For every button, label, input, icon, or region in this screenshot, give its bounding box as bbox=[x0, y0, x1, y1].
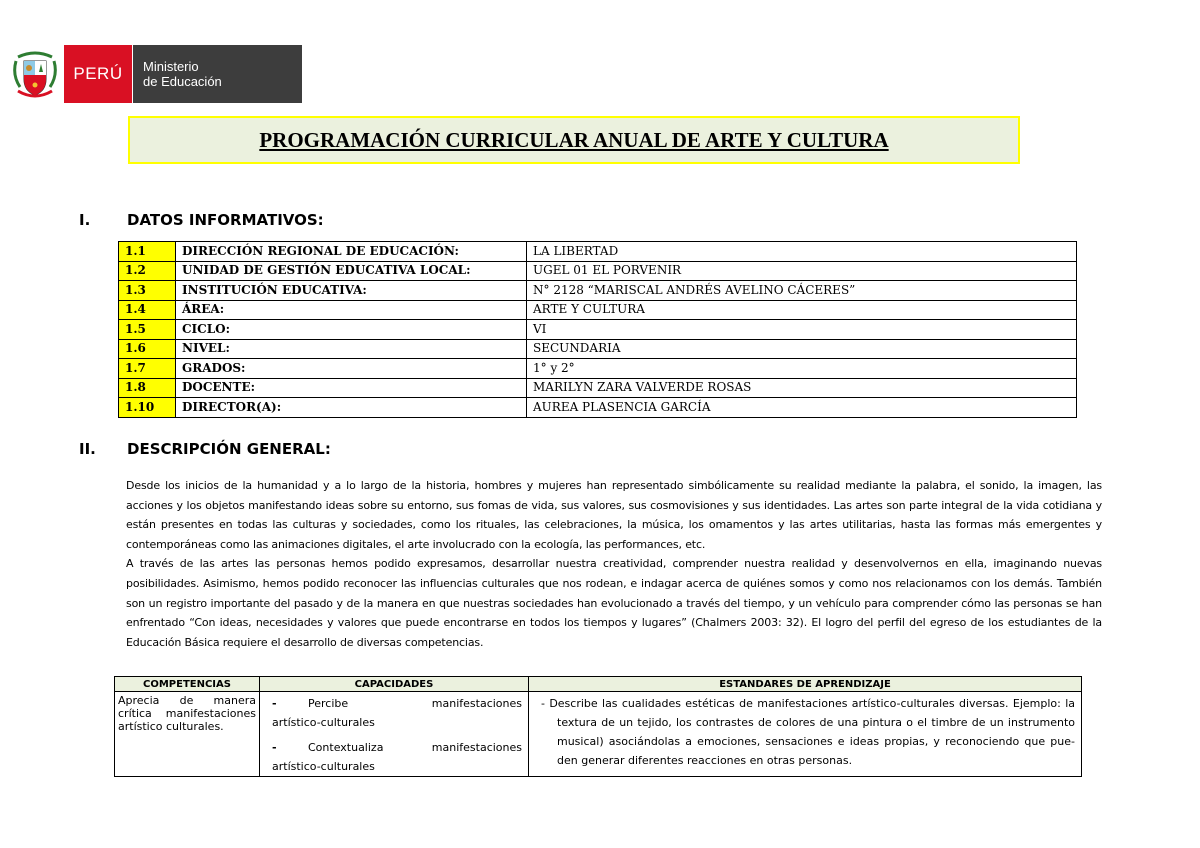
title-box bbox=[128, 116, 1020, 164]
page-title: PROGRAMACIÓN CURRICULAR ANUAL DE ARTE Y CULTURA bbox=[259, 127, 889, 152]
peru-label: PERÚ bbox=[64, 45, 132, 103]
row-value: SECUNDARIA bbox=[527, 339, 1077, 359]
estandar-cell bbox=[529, 692, 1082, 777]
dash: - bbox=[272, 697, 277, 710]
table-row bbox=[119, 300, 1077, 320]
capacidad-item bbox=[272, 738, 522, 776]
section-number: II. bbox=[79, 440, 96, 458]
row-label: DIRECTOR(A): bbox=[176, 398, 527, 418]
row-label: DOCENTE: bbox=[176, 378, 527, 398]
info-table bbox=[118, 241, 1077, 418]
table-row bbox=[119, 320, 1077, 340]
row-value: N° 2128 “MARISCAL ANDRÉS AVELINO CÁCERES” bbox=[527, 281, 1077, 301]
table-row bbox=[119, 378, 1077, 398]
capacidades-cell bbox=[260, 692, 529, 777]
peru-coat-of-arms-icon bbox=[10, 45, 60, 103]
section-title: DESCRIPCIÓN GENERAL: bbox=[127, 440, 331, 458]
capacidad-item bbox=[272, 694, 522, 732]
row-label: INSTITUCIÓN EDUCATIVA: bbox=[176, 281, 527, 301]
header-capacidades: CAPACIDADES bbox=[260, 677, 529, 692]
section-heading-datos bbox=[79, 211, 324, 229]
table-row bbox=[119, 281, 1077, 301]
table-row bbox=[119, 339, 1077, 359]
table-header-row bbox=[115, 677, 1082, 692]
row-label: DIRECCIÓN REGIONAL DE EDUCACIÓN: bbox=[176, 242, 527, 262]
row-value: MARILYN ZARA VALVERDE ROSAS bbox=[527, 378, 1077, 398]
row-value: LA LIBERTAD bbox=[527, 242, 1077, 262]
competencia-cell: Aprecia de manera crítica manifestaciones artístico culturales. bbox=[115, 692, 260, 777]
row-number: 1.1 bbox=[119, 242, 176, 262]
capacidad-line-2: artístico-culturales bbox=[272, 760, 375, 773]
capacidad-verb: Percibe bbox=[308, 697, 349, 710]
table-row bbox=[119, 359, 1077, 379]
row-value: ARTE Y CULTURA bbox=[527, 300, 1077, 320]
row-number: 1.5 bbox=[119, 320, 176, 340]
row-number: 1.8 bbox=[119, 378, 176, 398]
table-row bbox=[119, 398, 1077, 418]
row-label: ÁREA: bbox=[176, 300, 527, 320]
row-number: 1.10 bbox=[119, 398, 176, 418]
capacidad-object: manifestaciones bbox=[431, 741, 522, 754]
capacidad-verb: Contextualiza bbox=[308, 741, 384, 754]
row-value: UGEL 01 EL PORVENIR bbox=[527, 261, 1077, 281]
row-number: 1.4 bbox=[119, 300, 176, 320]
row-label: GRADOS: bbox=[176, 359, 527, 379]
section-heading-descripcion bbox=[79, 440, 331, 458]
ministry-line-1: Ministerio bbox=[143, 59, 199, 74]
row-label: CICLO: bbox=[176, 320, 527, 340]
section-number: I. bbox=[79, 211, 91, 229]
table-row bbox=[119, 261, 1077, 281]
ministry-name bbox=[132, 45, 302, 103]
row-number: 1.7 bbox=[119, 359, 176, 379]
row-label: NIVEL: bbox=[176, 339, 527, 359]
row-value: AUREA PLASENCIA GARCÍA bbox=[527, 398, 1077, 418]
row-number: 1.3 bbox=[119, 281, 176, 301]
table-row bbox=[115, 692, 1082, 777]
ministry-logo bbox=[10, 45, 302, 103]
row-number: 1.6 bbox=[119, 339, 176, 359]
dash: - bbox=[272, 741, 277, 754]
description-paragraph-2: A través de las artes las personas hemos podido expresamos, desarrollar nuestra creatividad, comprender nuestra realidad y desenvolvernos en ella, imaginando nuevas posibilidades. Asimismo, hemos podido reconocer las influencias culturales que nos rodean, e indagar acerca de quiénes somos y como nos relacionamos con los demás. También son un registro importante del pasado y de la manera en que nuestras sociedades han evolucionado a través del tiempo, y un vehículo para comprender cómo las personas se han enfrentado “Con ideas, necesidades y valores que puede encontrarse en todos los tiempos y lugares” (Chalmers 2003: 32). El logro del perfil del egreso de los estudiantes de la Educación Básica requiere el desarrollo de diversas competencias. bbox=[126, 557, 1102, 649]
ministry-line-2: de Educación bbox=[143, 74, 222, 89]
header-estandares: ESTANDARES DE APRENDIZAJE bbox=[529, 677, 1082, 692]
capacidad-line-2: artístico-culturales bbox=[272, 716, 375, 729]
row-value: VI bbox=[527, 320, 1077, 340]
header-competencias: COMPETENCIAS bbox=[115, 677, 260, 692]
description-paragraph-1: Desde los inicios de la humanidad y a lo largo de la historia, hombres y mujeres han representado simbólicamente su realidad mediante la palabra, el sonido, la imagen, las acciones y los objetos manifestando ideas sobre su entorno, sus fomas de vida, sus valores, sus cosmovisiones y sus identidades. Las artes son parte integral de la vida cotidiana y están presentes en todas las culturas y sociedades, como los rituales, las celebraciones, la música, los omamentos y las artes utilitarias, hasta las formas más emergentes y contemporáneas como las animaciones digitales, el arte involucrado con la ecología, las performances, etc. bbox=[126, 479, 1102, 551]
table-row bbox=[119, 242, 1077, 262]
row-value: 1° y 2° bbox=[527, 359, 1077, 379]
row-number: 1.2 bbox=[119, 261, 176, 281]
description-text bbox=[126, 476, 1102, 652]
row-label: UNIDAD DE GESTIÓN EDUCATIVA LOCAL: bbox=[176, 261, 527, 281]
estandar-text: - Describe las cualidades estéticas de manifestaciones artístico-culturales diversas. Ejemplo: la textura de un tejido, los contrastes de colores de una pintura o el timbre de un instrumento musical) asociándolas a emociones, sensaciones e ideas propias, y reconociendo que pue- den generar diferentes reacciones en otras personas. bbox=[541, 697, 1075, 767]
section-title: DATOS INFORMATIVOS: bbox=[127, 211, 324, 229]
competencies-table bbox=[114, 676, 1082, 777]
capacidad-object: manifestaciones bbox=[431, 697, 522, 710]
